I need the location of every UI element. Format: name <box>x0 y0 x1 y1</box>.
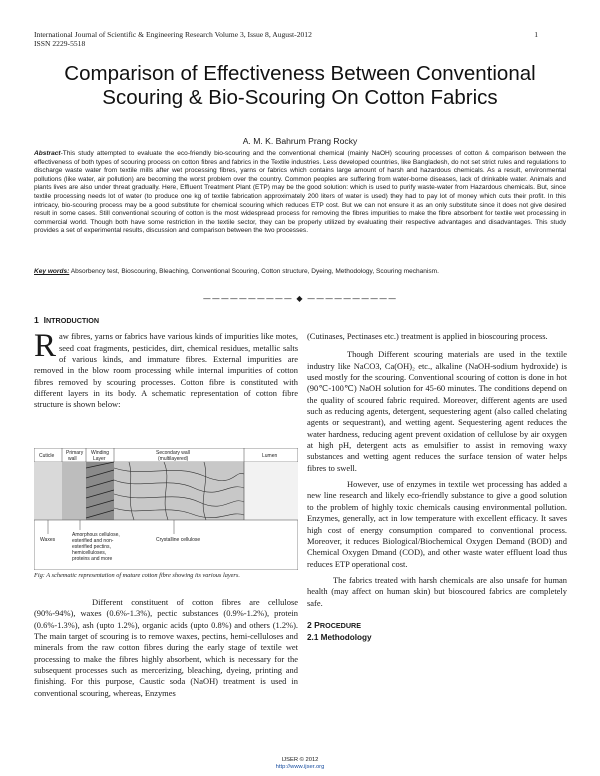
label-crystalline: Crystalline cellulose <box>156 537 201 543</box>
keywords-text: Absorbency test, Bioscouring, Bleaching, Conventional Scouring, Cotton structure, Dyeing, Methodology, Scouring mechanism. <box>69 268 439 275</box>
figure-caption: Fig: A schematic representation of mature cotton fibre showing its various layers. <box>34 572 240 579</box>
keywords <box>34 268 566 277</box>
paper-title: Comparison of Effectiveness Between Conventional Scouring & Bio-Scouring On Cotton Fabrics <box>64 62 536 109</box>
label-amorphous-2: esterified and non- <box>72 538 114 544</box>
label-waxes: Waxes <box>40 537 56 543</box>
label-secondary-multi: (multilayered) <box>158 456 189 462</box>
label-winding-layer: Layer <box>93 456 106 462</box>
drop-cap: R <box>34 328 57 365</box>
page-number: 1 <box>534 30 538 39</box>
continued-paragraph: (Cutinases, Pectinases etc.) treatment is applied in bioscouring process. <box>307 331 548 341</box>
footer-url[interactable]: http://www.ijser.org <box>275 764 325 770</box>
abstract-text: -This study attempted to evaluate the eco-friendly bio-scouring and the conventional chemical (mainly NaOH) scouring processes of cotton & comparison between the effectiveness of both types of scouring process on cotton fibres and fabrics in the Textile industries. Less developed countries, like Bangladesh, do not set strict rules and regulations to discharge waste water from textile mills after wet processing fibres, yarns or fabrics which contains large amount of harsh and hazardous chemicals. As a result, environmental pollutions (like water, air pollution) are becoming the worst problem over the country. Common peoples are suffering from water-borne diseases, lack of drinkable water. Animals and plants lives are also under threat gradually. Here, Effluent Treatment Plant (ETP) may be the good solution: which is used to purify waste-water from Hazardous chemicals. But, since textile processing needs lot of water (to produce one kg of textile fabrication approximately 200 liters of water is used) they had to pay lot of money which cuts their profit. In this intricacy, bio-scouring process may be a good substitute for chemical scouring which reduces ETP cost. But we can not ensure it as an only substitute since it does not give desired result in some cases. Still conventional scouring of cotton is the most widespread process for removing the fibres impurities to make the fibre absorbent for textile wet processing in commercial world. Though both have some restriction in the textile sector, they can be properly utilized by evaluating their respective advantages and disadvantages. This study provides a set of experimental results, discussion and comparison between the two processes. <box>34 150 566 235</box>
right-column <box>307 331 567 644</box>
left-column-continued <box>34 597 298 699</box>
label-amorphous-3: esterified pectins, <box>72 544 111 550</box>
label-amorphous-4: hemicelluloses, <box>72 550 107 556</box>
label-primary-wall: wall <box>68 456 77 462</box>
label-secondary: Secondary wall <box>156 450 190 456</box>
scouring-materials-paragraph: Though Different scouring materials are used in the textile industry like NaCO3, Ca(OH)₂ etc., alkaline (NaOH-sodium hydroxide) is used mostly for the scouring. Conventional scouring of cotton is done in hot (90℃-100℃) NaOH solution for 45-60 minutes. The conditions depend on the quality of scoured fabric required. Moreover, different agents are used such as reducing agents, detergent, sequestering agent (also called chelating agents or sequestrant), and wetting agent. Sequestering agent reduces the water hardness, reducing agent prevent oxidation of cellulose by air oxygen at high pH, detergent acts as emulsifier to assist in removing waxy substances and wetting agent reduces the surface tension of water helps fibres to swell. <box>307 349 567 473</box>
section-separator: —————————— ◆ —————————— <box>202 294 398 303</box>
journal-header <box>34 30 312 48</box>
subsection-heading-methodology: 2.1 Methodology <box>307 633 372 643</box>
issn: ISSN 2229-5518 <box>34 39 86 48</box>
label-lumen: Lumen <box>262 453 278 459</box>
safety-paragraph: The fabrics treated with harsh chemicals are also unsafe for human health (may affect on human skin) but bioscoured fabrics are completely safe. <box>307 574 567 608</box>
page-footer <box>0 757 600 771</box>
label-cuticle: Cuticle <box>39 453 55 459</box>
intro-paragraph: Raw fibres, yarns or fabrics have various kinds of impurities like motes, seed coat fragments, pesticides, dirt, chemical residues, metallic salts of various kinds, and immature fibres. External impurities are removed in the blow room processing while internal impurities of cotton fibres removed by scouring processes. Cotton fibre is constituted with different layers in its body. A schematic representation of cotton fibre structure is shown below: <box>34 328 298 410</box>
constituents-paragraph: Different constituent of cotton fibres are cellulose (90%-94%), waxes (0.6%-1.3%), pectic substances (0.9%-1.2%), protein (0.6%-1.3%), ash (upto 1.2%), organic acids (upto 0.8%) and others (1.2%). The main target of scouring is to remove waxes, pectins, hemi-celluloses and minerals from the raw cotton fibres during the early stage of textile wet processing to make the fibres highly absorbent, which is necessary for the subsequent processes such as mercerizing, bleaching, dyeing, printing and finishing. For this purpose, Caustic soda (NaOH) treatment is used in conventional scouring, whereas, Enzymes <box>34 597 298 698</box>
left-column-intro <box>34 315 298 411</box>
keywords-label: Key words: <box>34 268 70 275</box>
label-winding: Winding <box>91 450 110 456</box>
label-amorphous-1: Amorphous cellulose, <box>72 532 120 538</box>
label-primary: Primary <box>66 450 84 456</box>
journal-line: International Journal of Scientific & Engineering Research Volume 3, Issue 8, August-2012 <box>34 30 312 39</box>
section-heading-introduction: 1 INTRODUCTION <box>34 315 100 325</box>
abstract-label: Abstract <box>34 150 61 157</box>
abstract <box>34 150 566 236</box>
authors: A. M. K. Bahrum Prang Rocky <box>242 136 358 146</box>
copyright: IJSER © 2012 <box>281 757 319 763</box>
section-heading-procedure: 2 PROCEDURE <box>307 619 362 630</box>
enzymes-paragraph: However, use of enzymes in textile wet processing has added a new line research and likely eco-friendly substance to give a good solution to the problem of highly toxic chemicals causing environmental pollution. Enzymes, generally, act in low temperature with excellent efficacy. It saves high cost of energy consumption compared to conventional process. Moreover, it reduces Biological/Biochemical Oxygen Demand (BOD) and Chemical Oxygen Dmand (COD), and other waste water effluent load thus reduces ETP operational cost. <box>307 479 567 569</box>
label-amorphous-5: proteins and more <box>72 556 113 562</box>
cotton-fibre-diagram <box>34 448 298 570</box>
